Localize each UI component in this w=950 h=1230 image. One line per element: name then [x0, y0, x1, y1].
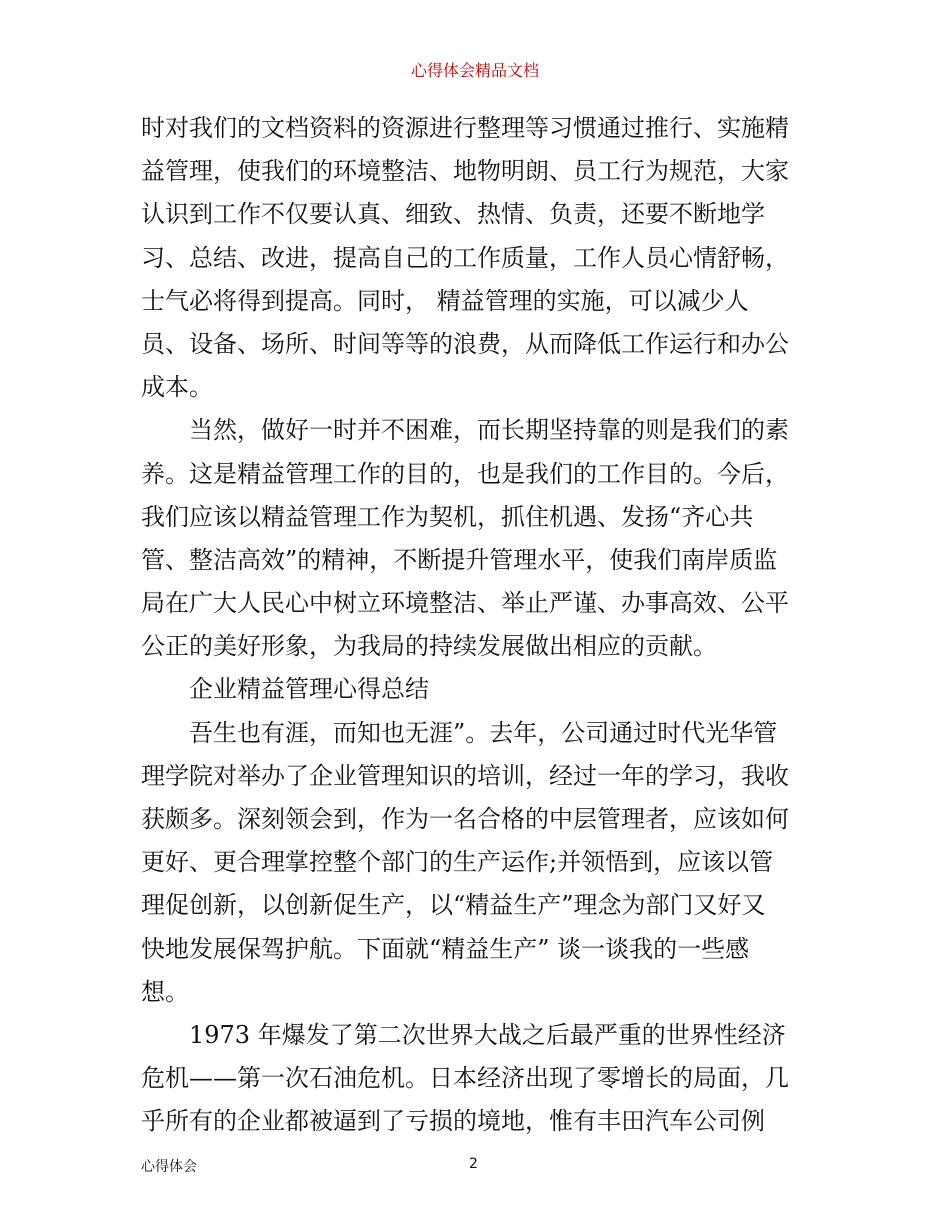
- footer-label: 心得体会: [141, 1159, 197, 1175]
- text-line: 理促创新，以创新促生产，以“精益生产”理念为部门又好又: [141, 891, 766, 920]
- paragraph-first-line: 吾生也有涯，而知也无涯”。去年，公司通过时代光华管: [189, 718, 778, 747]
- page-header-title: 心得体会精品文档: [410, 61, 539, 80]
- text-line: 习、总结、改进，提高自己的工作质量，工作人员心情舒畅，: [141, 243, 789, 272]
- text-line: 危机——第一次石油危机。日本经济出现了零增长的局面，几: [141, 1064, 789, 1093]
- text-line: 认识到工作不仅要认真、细致、热情、负责，还要不断地学: [141, 200, 765, 229]
- text-line: 士气必将得到提高。同时， 精益管理的实施，可以减少人: [141, 286, 749, 315]
- text-line: 员、设备、场所、时间等等的浪费，从而降低工作运行和办公: [141, 329, 789, 358]
- text-line: 获颇多。深刻领会到，作为一名合格的中层管理者，应该如何: [141, 805, 789, 833]
- text-line: 乎所有的企业都被逼到了亏损的境地，惟有丰田汽车公司例: [141, 1107, 765, 1136]
- text-line: 更好、更合理掌控整个部门的生产运作;并领悟到，应该以管: [141, 848, 774, 877]
- text-line: 养。这是精益管理工作的目的，也是我们的工作目的。今后，: [141, 459, 789, 488]
- text-line: 局在广大人民心中树立环境整洁、举止严谨、办事高效、公平: [141, 589, 789, 618]
- text-line: 管、整洁高效”的精神，不断提升管理水平，使我们南岸质监: [141, 545, 778, 574]
- page-number: 2: [469, 1156, 478, 1172]
- text-line: 益管理，使我们的环境整洁、地物明朗、员工行为规范，大家: [141, 157, 789, 186]
- text-line: 公正的美好形象，为我局的持续发展做出相应的贡献。: [141, 632, 717, 661]
- paragraph-first-line: 当然，做好一时并不困难，而长期坚持靠的则是我们的素: [189, 416, 789, 445]
- document-body: [141, 107, 813, 1144]
- text-line: 我们应该以精益管理工作为契机，抓住机遇、发扬“齐心共: [141, 502, 754, 531]
- section-heading: 企业精益管理心得总结: [189, 675, 429, 704]
- paragraph-first-line: 1973 年爆发了第二次世界大战之后最严重的世界性经济: [189, 1020, 786, 1049]
- text-line: 快地发展保驾护航。下面就“精益生产” 谈一谈我的一些感: [141, 934, 750, 963]
- text-line: 理学院对举办了企业管理知识的培训，经过一年的学习，我收: [141, 761, 789, 790]
- text-line: 想。: [141, 977, 189, 1006]
- text-line: 成本。: [141, 373, 213, 402]
- text-line: 时对我们的文档资料的资源进行整理等习惯通过推行、实施精: [141, 114, 789, 142]
